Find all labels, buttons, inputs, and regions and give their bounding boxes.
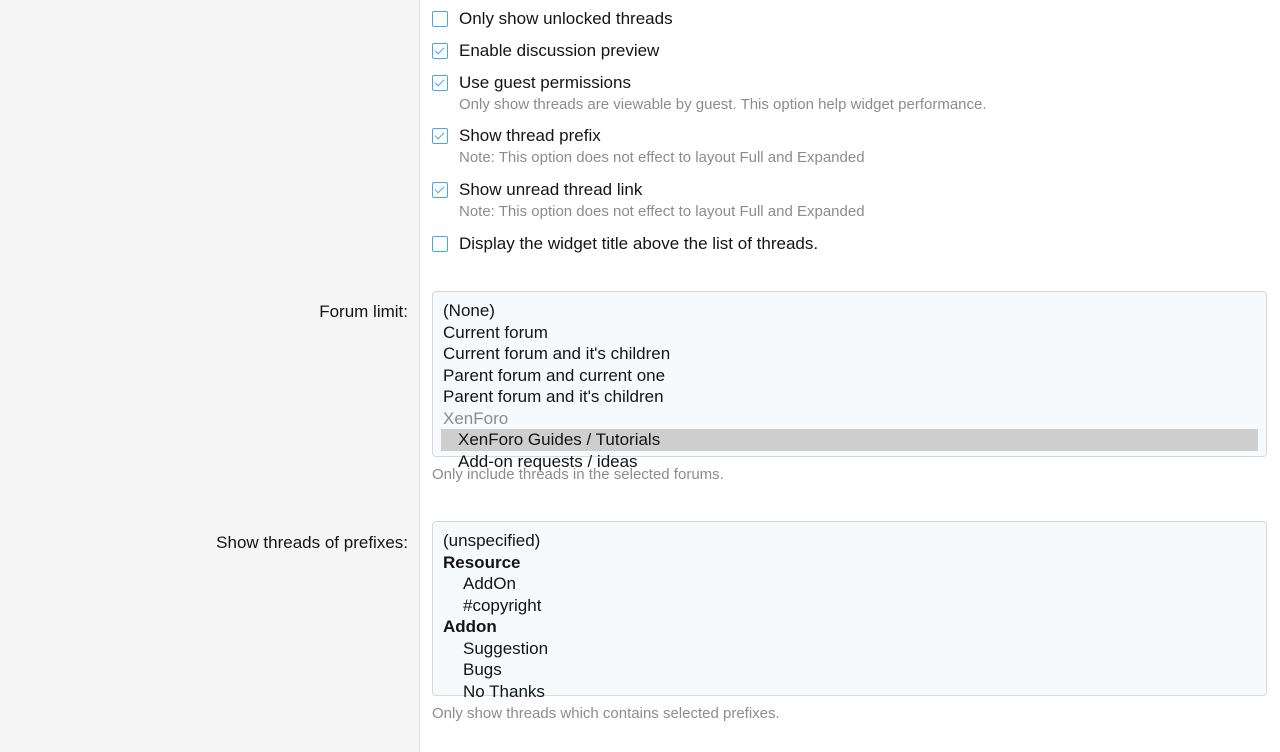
prefixes-select[interactable] [432, 521, 1267, 701]
forum-option[interactable]: Current forum [443, 322, 548, 342]
option-label: Display the widget title above the list of threads. [459, 234, 819, 253]
checkbox-unchecked-icon[interactable] [432, 11, 448, 27]
forum-option-selected[interactable]: XenForo Guides / Tutorials [441, 429, 1258, 451]
prefixes-label: Show threads of prefixes: [216, 533, 408, 552]
option-label: Enable discussion preview [459, 41, 660, 60]
option-display-widget-title[interactable] [432, 234, 818, 254]
option-unread-link[interactable] [432, 180, 865, 221]
prefix-option[interactable]: No Thanks [463, 681, 545, 701]
option-hint: Only show threads are viewable by guest. This option help widget performance. [459, 96, 987, 113]
prefix-option[interactable]: Bugs [463, 660, 502, 679]
forum-option[interactable]: (None) [443, 301, 495, 320]
checkbox-checked-icon[interactable] [432, 128, 448, 144]
prefix-group-label: Addon [443, 617, 497, 636]
forum-group-label: XenForo [443, 408, 509, 428]
option-discussion-preview[interactable] [432, 41, 659, 61]
option-label: Use guest permissions [459, 73, 631, 92]
option-hint: Note: This option does not effect to layout Full and Expanded [459, 149, 865, 166]
checkbox-checked-icon[interactable] [432, 75, 448, 91]
label-column [0, 0, 420, 752]
checkbox-checked-icon[interactable] [432, 182, 448, 198]
forum-limit-hint: Only include threads in the selected forums. [432, 466, 724, 483]
option-label: Only show unlocked threads [459, 9, 673, 28]
prefix-option[interactable]: Suggestion [463, 638, 549, 658]
forum-limit-label: Forum limit: [319, 302, 408, 321]
forum-option[interactable]: Add-on requests / ideas [458, 451, 638, 471]
option-hint: Note: This option does not effect to layout Full and Expanded [459, 203, 865, 220]
forum-limit-select[interactable] [432, 291, 1267, 471]
prefix-option[interactable]: AddOn [463, 574, 516, 593]
option-only-unlocked[interactable] [432, 9, 673, 29]
option-thread-prefix[interactable] [432, 126, 865, 167]
prefix-option[interactable]: #copyright [463, 595, 542, 615]
checkbox-checked-icon[interactable] [432, 43, 448, 59]
option-label: Show thread prefix [459, 126, 601, 145]
prefixes-hint: Only show threads which contains selected prefixes. [432, 705, 780, 722]
forum-option[interactable]: Current forum and it's children [443, 344, 671, 363]
checkbox-unchecked-icon[interactable] [432, 236, 448, 252]
option-label: Show unread thread link [459, 180, 643, 199]
forum-option[interactable]: Parent forum and it's children [443, 387, 664, 406]
prefix-option[interactable]: (unspecified) [443, 531, 541, 550]
option-guest-permissions[interactable] [432, 73, 987, 114]
prefix-group-label: Resource [443, 552, 521, 572]
forum-option[interactable]: Parent forum and current one [443, 365, 666, 385]
